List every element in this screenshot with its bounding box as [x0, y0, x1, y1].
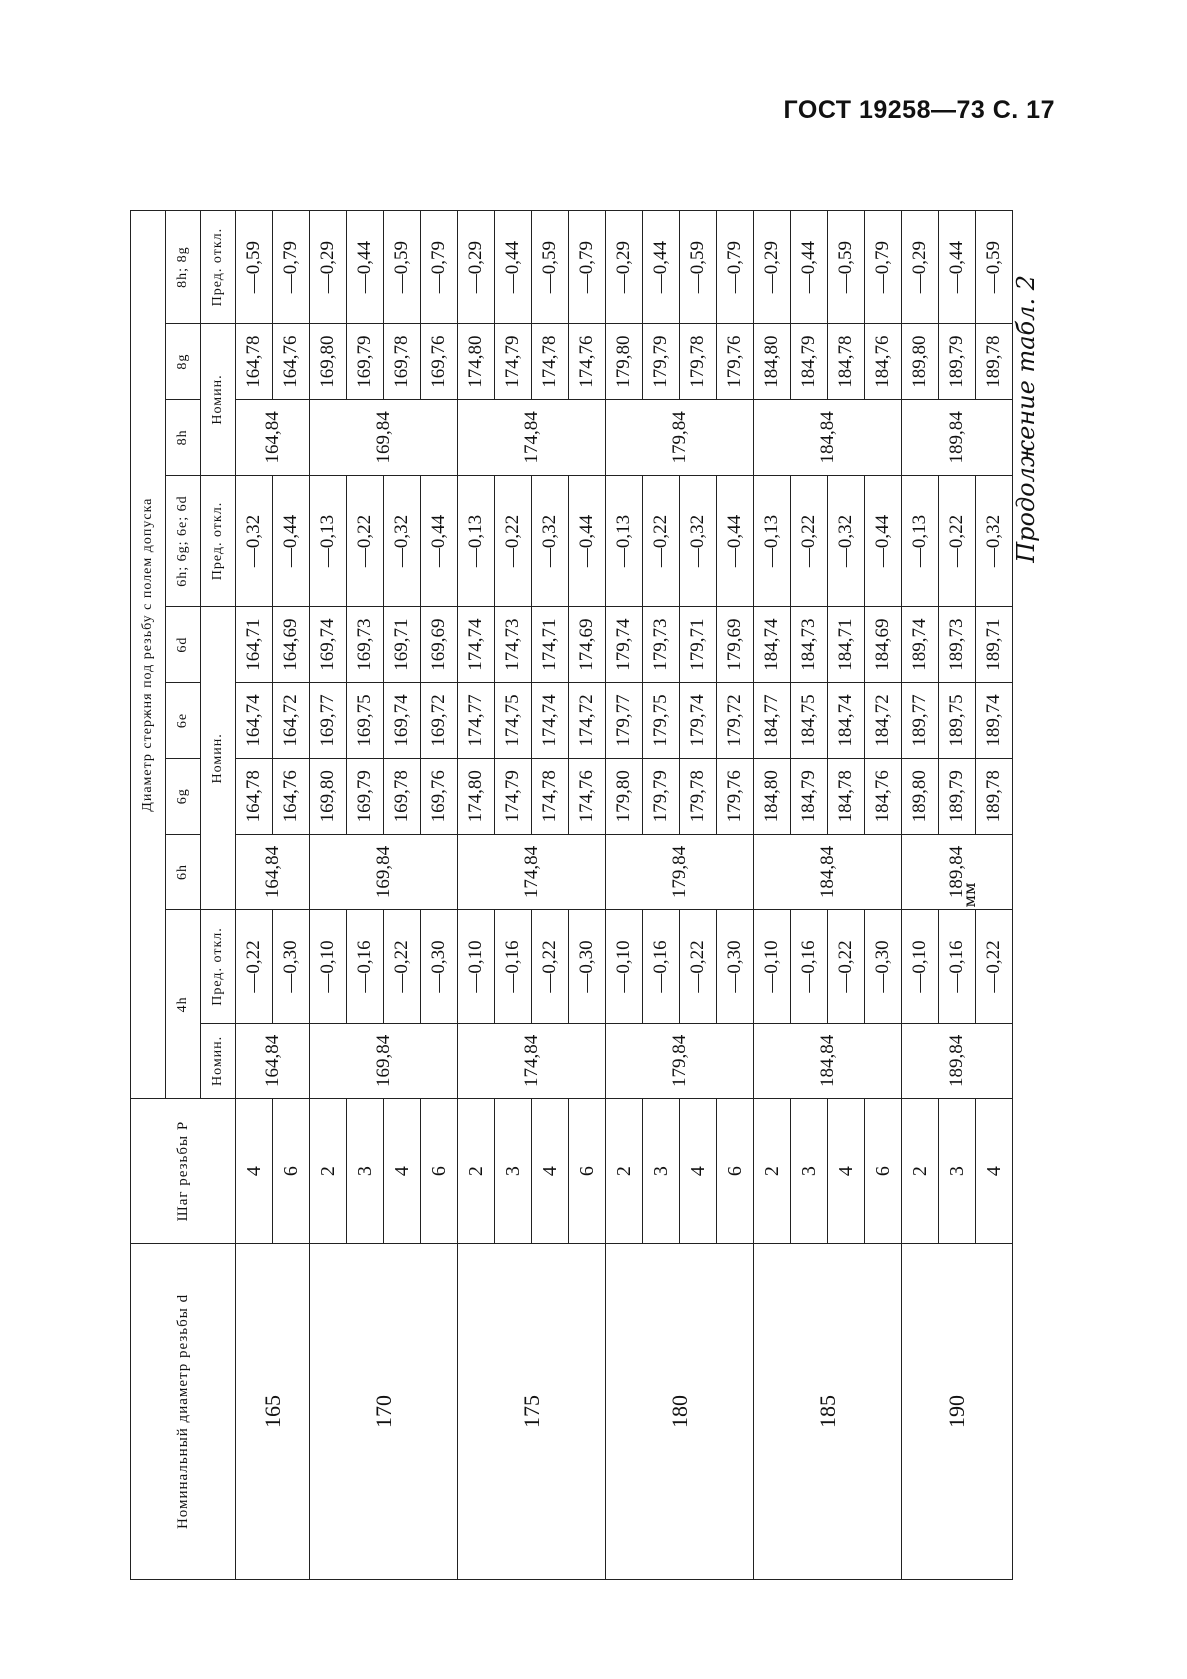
- cell-6d: 179,71: [680, 607, 717, 683]
- cell-6d: 169,74: [310, 607, 347, 683]
- cell-6e: 169,75: [347, 683, 384, 759]
- header-6-all: 6h; 6g; 6e; 6d: [166, 475, 201, 607]
- cell-8g: 189,78: [976, 324, 1013, 400]
- cell-8g: 179,76: [717, 324, 754, 400]
- cell-4h-nominal: 189,84: [902, 1023, 1013, 1099]
- continuation-title: Продолжение табл. 2: [1012, 275, 1040, 563]
- cell-6h: 184,84: [754, 834, 902, 910]
- header-4h: 4h: [166, 910, 201, 1099]
- cell-6-deviation: —0,13: [754, 475, 791, 607]
- cell-6e: 164,74: [236, 683, 273, 759]
- table-row: [902, 211, 939, 1580]
- cell-8-deviation: —0,79: [865, 211, 902, 324]
- cell-4h-nominal: 179,84: [606, 1023, 754, 1099]
- cell-6h: 169,84: [310, 834, 458, 910]
- cell-8g: 184,80: [754, 324, 791, 400]
- cell-6-deviation: —0,13: [606, 475, 643, 607]
- cell-6h: 179,84: [606, 834, 754, 910]
- cell-4h-nominal: 184,84: [754, 1023, 902, 1099]
- cell-4h-deviation: —0,10: [310, 910, 347, 1023]
- cell-6e: 184,74: [828, 683, 865, 759]
- cell-6e: 189,75: [939, 683, 976, 759]
- cell-pitch: 2: [606, 1099, 643, 1244]
- cell-8g: 174,79: [495, 324, 532, 400]
- cell-6-deviation: —0,22: [495, 475, 532, 607]
- cell-4h-deviation: —0,16: [643, 910, 680, 1023]
- header-8-deviation: Пред. откл.: [201, 211, 236, 324]
- cell-8-deviation: —0,59: [532, 211, 569, 324]
- cell-8g: 164,76: [273, 324, 310, 400]
- cell-6d: 169,73: [347, 607, 384, 683]
- cell-pitch: 4: [828, 1099, 865, 1244]
- cell-8-deviation: —0,29: [606, 211, 643, 324]
- cell-pitch: 2: [902, 1099, 939, 1244]
- cell-diameter: 185: [754, 1243, 902, 1579]
- cell-diameter: 170: [310, 1243, 458, 1579]
- cell-4h-nominal: 164,84: [236, 1023, 310, 1099]
- cell-6d: 169,69: [421, 607, 458, 683]
- cell-8-deviation: —0,79: [421, 211, 458, 324]
- cell-6e: 184,75: [791, 683, 828, 759]
- cell-4h-deviation: —0,10: [902, 910, 939, 1023]
- cell-6g: 179,79: [643, 758, 680, 834]
- cell-6d: 164,69: [273, 607, 310, 683]
- table-row: [754, 211, 791, 1580]
- cell-4h-nominal: 174,84: [458, 1023, 606, 1099]
- cell-6e: 169,74: [384, 683, 421, 759]
- cell-6g: 189,78: [976, 758, 1013, 834]
- cell-8h: 164,84: [236, 400, 310, 476]
- header-4h-nominal: Номин.: [201, 1023, 236, 1099]
- cell-6-deviation: —0,44: [421, 475, 458, 607]
- cell-diameter: 190: [902, 1243, 1013, 1579]
- cell-6d: 189,73: [939, 607, 976, 683]
- cell-8g: 174,80: [458, 324, 495, 400]
- cell-6-deviation: —0,22: [791, 475, 828, 607]
- cell-6-deviation: —0,22: [939, 475, 976, 607]
- cell-4h-nominal: 169,84: [310, 1023, 458, 1099]
- cell-8g: 179,78: [680, 324, 717, 400]
- cell-8-deviation: —0,29: [310, 211, 347, 324]
- cell-6-deviation: —0,13: [310, 475, 347, 607]
- cell-8-deviation: —0,59: [976, 211, 1013, 324]
- cell-6e: 174,75: [495, 683, 532, 759]
- cell-8h: 184,84: [754, 400, 902, 476]
- cell-8h: 169,84: [310, 400, 458, 476]
- cell-6d: 179,73: [643, 607, 680, 683]
- cell-6g: 174,80: [458, 758, 495, 834]
- cell-6e: 179,74: [680, 683, 717, 759]
- cell-6d: 184,69: [865, 607, 902, 683]
- cell-8-deviation: —0,44: [643, 211, 680, 324]
- cell-6e: 184,77: [754, 683, 791, 759]
- cell-pitch: 4: [384, 1099, 421, 1244]
- cell-6-deviation: —0,32: [384, 475, 421, 607]
- cell-6d: 184,73: [791, 607, 828, 683]
- page-header: ГОСТ 19258—73 С. 17: [783, 96, 1055, 124]
- cell-6-deviation: —0,32: [680, 475, 717, 607]
- cell-6-deviation: —0,44: [865, 475, 902, 607]
- cell-8g: 164,78: [236, 324, 273, 400]
- cell-8g: 184,76: [865, 324, 902, 400]
- cell-pitch: 4: [976, 1099, 1013, 1244]
- cell-8-deviation: —0,44: [939, 211, 976, 324]
- cell-6d: 174,74: [458, 607, 495, 683]
- cell-6e: 179,72: [717, 683, 754, 759]
- cell-6g: 164,78: [236, 758, 273, 834]
- cell-6g: 179,80: [606, 758, 643, 834]
- table-row: [310, 211, 347, 1580]
- cell-6-deviation: —0,32: [236, 475, 273, 607]
- cell-6g: 164,76: [273, 758, 310, 834]
- cell-6e: 174,72: [569, 683, 606, 759]
- cell-6g: 174,78: [532, 758, 569, 834]
- cell-8-deviation: —0,29: [754, 211, 791, 324]
- cell-8h: 174,84: [458, 400, 606, 476]
- cell-8g: 169,78: [384, 324, 421, 400]
- cell-6d: 189,71: [976, 607, 1013, 683]
- cell-6g: 169,80: [310, 758, 347, 834]
- cell-4h-deviation: —0,22: [532, 910, 569, 1023]
- cell-8g: 184,78: [828, 324, 865, 400]
- header-6-nominal: Номин.: [201, 607, 236, 910]
- cell-pitch: 3: [347, 1099, 384, 1244]
- cell-6-deviation: —0,44: [717, 475, 754, 607]
- cell-8g: 169,76: [421, 324, 458, 400]
- cell-6e: 174,74: [532, 683, 569, 759]
- cell-6d: 179,74: [606, 607, 643, 683]
- rotated-table-area: [130, 210, 1110, 1580]
- cell-4h-deviation: —0,30: [569, 910, 606, 1023]
- cell-6d: 169,71: [384, 607, 421, 683]
- cell-8-deviation: —0,59: [236, 211, 273, 324]
- cell-6-deviation: —0,32: [828, 475, 865, 607]
- cell-6g: 169,79: [347, 758, 384, 834]
- cell-4h-deviation: —0,16: [939, 910, 976, 1023]
- cell-6d: 174,73: [495, 607, 532, 683]
- cell-diameter: 180: [606, 1243, 754, 1579]
- units-label: мм: [960, 882, 979, 908]
- cell-pitch: 2: [310, 1099, 347, 1244]
- cell-6d: 184,71: [828, 607, 865, 683]
- cell-8g: 179,80: [606, 324, 643, 400]
- cell-6e: 189,77: [902, 683, 939, 759]
- cell-6g: 184,80: [754, 758, 791, 834]
- cell-6d: 189,74: [902, 607, 939, 683]
- cell-8-deviation: —0,79: [717, 211, 754, 324]
- cell-pitch: 3: [495, 1099, 532, 1244]
- table-header: [131, 211, 236, 1580]
- cell-6-deviation: —0,32: [976, 475, 1013, 607]
- header-6e: 6e: [166, 683, 201, 759]
- cell-6d: 184,74: [754, 607, 791, 683]
- cell-pitch: 4: [532, 1099, 569, 1244]
- cell-6g: 169,76: [421, 758, 458, 834]
- cell-8h: 179,84: [606, 400, 754, 476]
- cell-4h-deviation: —0,22: [828, 910, 865, 1023]
- cell-4h-deviation: —0,30: [865, 910, 902, 1023]
- cell-8g: 179,79: [643, 324, 680, 400]
- cell-6e: 169,72: [421, 683, 458, 759]
- cell-8-deviation: —0,59: [384, 211, 421, 324]
- header-8-all: 8h; 8g: [166, 211, 201, 324]
- cell-6g: 184,78: [828, 758, 865, 834]
- cell-pitch: 2: [458, 1099, 495, 1244]
- cell-diameter: 175: [458, 1243, 606, 1579]
- cell-8g: 174,76: [569, 324, 606, 400]
- cell-8h: 189,84: [902, 400, 1013, 476]
- cell-6e: 184,72: [865, 683, 902, 759]
- cell-8-deviation: —0,44: [347, 211, 384, 324]
- cell-4h-deviation: —0,16: [347, 910, 384, 1023]
- cell-6h: 164,84: [236, 834, 310, 910]
- header-8g: 8g: [166, 324, 201, 400]
- cell-8-deviation: —0,29: [458, 211, 495, 324]
- cell-pitch: 6: [865, 1099, 902, 1244]
- cell-4h-deviation: —0,22: [680, 910, 717, 1023]
- cell-6-deviation: —0,32: [532, 475, 569, 607]
- cell-8-deviation: —0,29: [902, 211, 939, 324]
- cell-8-deviation: —0,44: [495, 211, 532, 324]
- cell-8-deviation: —0,79: [273, 211, 310, 324]
- cell-pitch: 4: [680, 1099, 717, 1244]
- header-group: Диаметр стержня под резьбу с полем допуска: [131, 211, 166, 1099]
- cell-8-deviation: —0,59: [828, 211, 865, 324]
- cell-6g: 184,79: [791, 758, 828, 834]
- cell-4h-deviation: —0,10: [458, 910, 495, 1023]
- cell-diameter: 165: [236, 1243, 310, 1579]
- cell-8g: 189,80: [902, 324, 939, 400]
- cell-8g: 169,80: [310, 324, 347, 400]
- cell-pitch: 6: [421, 1099, 458, 1244]
- cell-6g: 184,76: [865, 758, 902, 834]
- cell-4h-deviation: —0,22: [384, 910, 421, 1023]
- diameter-table: [130, 210, 1013, 1580]
- cell-6d: 174,69: [569, 607, 606, 683]
- cell-8g: 174,78: [532, 324, 569, 400]
- cell-4h-deviation: —0,22: [236, 910, 273, 1023]
- cell-6-deviation: —0,22: [643, 475, 680, 607]
- cell-4h-deviation: —0,16: [791, 910, 828, 1023]
- header-6g: 6g: [166, 758, 201, 834]
- header-6h: 6h: [166, 834, 201, 910]
- cell-6-deviation: —0,13: [458, 475, 495, 607]
- cell-pitch: 6: [273, 1099, 310, 1244]
- cell-6g: 189,79: [939, 758, 976, 834]
- cell-4h-deviation: —0,30: [273, 910, 310, 1023]
- cell-8-deviation: —0,79: [569, 211, 606, 324]
- header-6-deviation: Пред. откл.: [201, 475, 236, 607]
- header-6d: 6d: [166, 607, 201, 683]
- cell-6e: 169,77: [310, 683, 347, 759]
- header-8h: 8h: [166, 400, 201, 476]
- cell-8-deviation: —0,59: [680, 211, 717, 324]
- table-body: [236, 211, 1013, 1580]
- cell-pitch: 6: [569, 1099, 606, 1244]
- cell-8g: 189,79: [939, 324, 976, 400]
- cell-6e: 179,75: [643, 683, 680, 759]
- cell-pitch: 6: [717, 1099, 754, 1244]
- cell-8g: 169,79: [347, 324, 384, 400]
- header-8-nominal: Номин.: [201, 324, 236, 476]
- header-4h-deviation: Пред. откл.: [201, 910, 236, 1023]
- cell-4h-deviation: —0,16: [495, 910, 532, 1023]
- cell-6-deviation: —0,22: [347, 475, 384, 607]
- cell-6d: 174,71: [532, 607, 569, 683]
- cell-6d: 179,69: [717, 607, 754, 683]
- table-row: [606, 211, 643, 1580]
- cell-6e: 189,74: [976, 683, 1013, 759]
- cell-4h-deviation: —0,22: [976, 910, 1013, 1023]
- cell-6e: 179,77: [606, 683, 643, 759]
- cell-6-deviation: —0,44: [273, 475, 310, 607]
- cell-4h-deviation: —0,30: [717, 910, 754, 1023]
- header-pitch: Шаг резьбы P: [131, 1099, 236, 1244]
- cell-6e: 174,77: [458, 683, 495, 759]
- cell-4h-deviation: —0,10: [606, 910, 643, 1023]
- table-row: [458, 211, 495, 1580]
- cell-6h: 189,84: [902, 834, 1013, 910]
- cell-pitch: 2: [754, 1099, 791, 1244]
- cell-pitch: 4: [236, 1099, 273, 1244]
- cell-6h: 174,84: [458, 834, 606, 910]
- cell-pitch: 3: [791, 1099, 828, 1244]
- cell-6g: 189,80: [902, 758, 939, 834]
- cell-8-deviation: —0,44: [791, 211, 828, 324]
- cell-6g: 169,78: [384, 758, 421, 834]
- cell-6-deviation: —0,44: [569, 475, 606, 607]
- cell-4h-deviation: —0,30: [421, 910, 458, 1023]
- header-nominal-diameter: Номинальный диаметр резьбы d: [131, 1243, 236, 1579]
- cell-4h-deviation: —0,10: [754, 910, 791, 1023]
- cell-6d: 164,71: [236, 607, 273, 683]
- cell-6g: 174,79: [495, 758, 532, 834]
- cell-pitch: 3: [939, 1099, 976, 1244]
- cell-6g: 179,78: [680, 758, 717, 834]
- cell-6-deviation: —0,13: [902, 475, 939, 607]
- cell-6e: 164,72: [273, 683, 310, 759]
- table-row: [236, 211, 273, 1580]
- cell-8g: 184,79: [791, 324, 828, 400]
- cell-6g: 179,76: [717, 758, 754, 834]
- cell-pitch: 3: [643, 1099, 680, 1244]
- cell-6g: 174,76: [569, 758, 606, 834]
